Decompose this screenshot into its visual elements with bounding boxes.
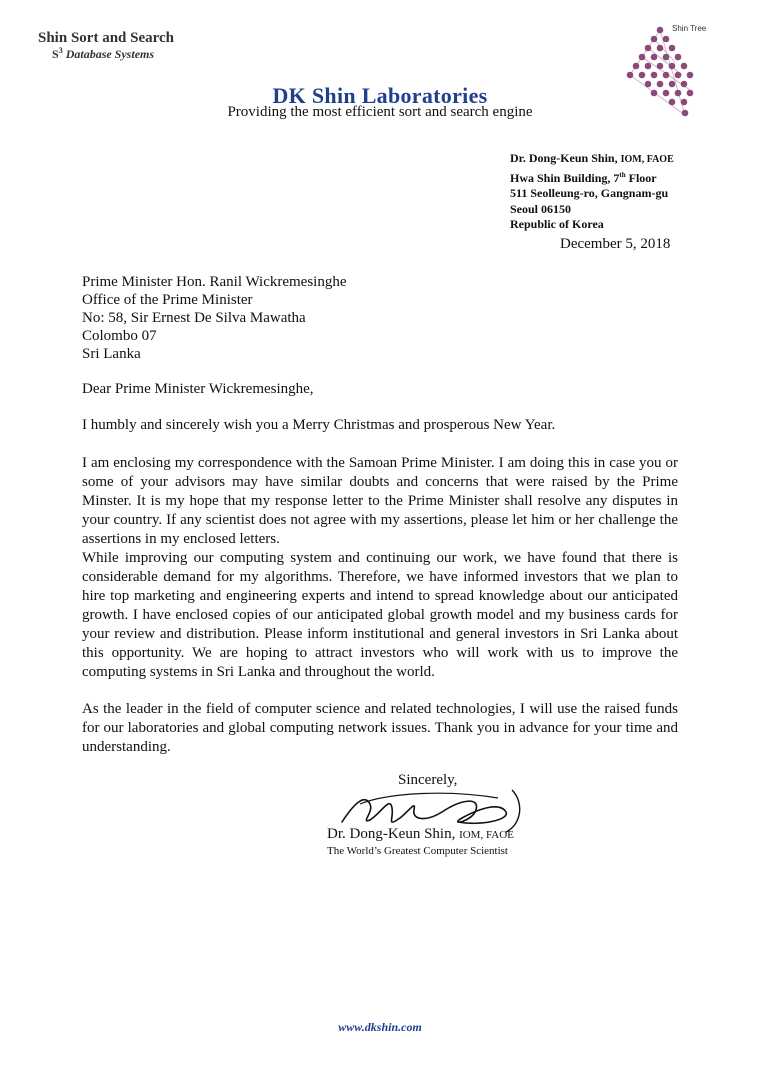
logo-dot	[657, 45, 664, 52]
brand-subtitle	[52, 46, 154, 62]
brand-db: Database Systems	[65, 47, 155, 61]
logo-dot	[681, 63, 688, 70]
recipient-address	[82, 273, 347, 363]
logo-dot	[681, 99, 688, 106]
signer-credentials: IOM, FAOE	[459, 829, 514, 841]
sender-name: Dr. Dong-Keun Shin,	[510, 151, 618, 165]
logo-dot	[639, 72, 646, 79]
recipient-line: Colombo 07	[82, 328, 157, 344]
sender-building-sup: th	[619, 170, 626, 179]
signer-title: The World’s Greatest Computer Scientist	[327, 845, 508, 857]
logo-dot	[657, 81, 664, 88]
logo-dot	[663, 54, 670, 61]
recipient-line: Sri Lanka	[82, 346, 141, 362]
logo-dot	[651, 90, 658, 97]
paragraph-growth: While improving our computing system and continuing our work, we have found that there is considerable demand for my algorithms. Therefore, we have informed investors that we plan to hire top marketing and engineering experts and intend to spread knowledge about our anticipated growth. I have enclosed copies of our anticipated global growth model and my business cards for your review and distribution. Please inform institutional and general investors in Sri Lanka about this opportunity. We are hoping to attract investors who will work with us to improve the computing systems in Sri Lanka and throughout the world.	[82, 550, 678, 680]
sender-country: Republic of Korea	[510, 217, 604, 231]
brand-s: S	[52, 47, 59, 61]
logo-dot	[675, 90, 682, 97]
recipient-line: Prime Minister Hon. Ranil Wickremesinghe	[82, 274, 347, 290]
sender-address	[510, 151, 674, 233]
logo-dot	[651, 54, 658, 61]
paragraph-correspondence: I am enclosing my correspondence with the Samoan Prime Minister. I am doing this in case you or some of your advisors may have similar doubts and concerns that were raised by the Prime Minster. It is my hope that my response letter to the Prime Minister shall resolve any disputes in your country. If any scientist does not agree with my assertions, please let him or her challenge the assertions in my enclosed letters.	[82, 455, 678, 547]
logo-dot	[657, 63, 664, 70]
salutation: Dear Prime Minister Wickremesinghe,	[82, 381, 314, 397]
sender-building: Hwa Shin Building, 7	[510, 170, 620, 185]
sender-city: Seoul 06150	[510, 201, 572, 216]
logo-dot	[645, 63, 652, 70]
logo-dot	[627, 72, 634, 79]
logo-dot	[633, 63, 640, 70]
logo-dot	[669, 81, 676, 88]
logo-dot	[675, 72, 682, 79]
logo-dot	[645, 81, 652, 88]
sender-credentials: IOM, FAOE	[620, 154, 674, 165]
logo-dot	[651, 72, 658, 79]
logo-dot	[663, 72, 670, 79]
closing-text: Sincerely,	[398, 772, 458, 788]
logo-dot	[682, 110, 689, 117]
logo-dot	[657, 27, 664, 34]
brand-exponent: 3	[58, 46, 63, 55]
lab-tagline: Providing the most efficient sort and search engine	[227, 104, 533, 120]
sender-building-line	[510, 168, 674, 187]
logo-dot	[645, 45, 652, 52]
logo-dot	[639, 54, 646, 61]
logo-dot	[663, 90, 670, 97]
sender-street: 511 Seolleung-ro, Gangnam-gu	[510, 186, 669, 200]
signer-name: Dr. Dong-Keun Shin,	[327, 826, 456, 842]
logo-dot	[651, 36, 658, 43]
logo-dot	[669, 45, 676, 52]
logo-dot	[669, 63, 676, 70]
logo-dot	[663, 36, 670, 43]
recipient-line: No: 58, Sir Ernest De Silva Mawatha	[82, 310, 306, 326]
paragraph-greeting: I humbly and sincerely wish you a Merry Christmas and prosperous New Year.	[82, 417, 556, 433]
sender-name-line	[510, 151, 674, 168]
shin-tree-logo	[620, 20, 730, 120]
logo-dot	[669, 99, 676, 106]
logo-dot	[675, 54, 682, 61]
lab-title: DK Shin Laboratories	[272, 83, 488, 108]
logo-dot	[687, 90, 694, 97]
logo-dot	[681, 81, 688, 88]
logo-label: Shin Tree	[672, 24, 707, 33]
logo-dot	[687, 72, 694, 79]
brand-name: Shin Sort and Search	[38, 30, 175, 46]
paragraph-closing: As the leader in the field of computer science and related technologies, I will use the raised funds for our laboratories and global computing network issues. Thank you in advance for your time and understanding.	[82, 701, 678, 755]
website-link[interactable]: www.dkshin.com	[338, 1020, 422, 1034]
signer-name-line	[327, 826, 514, 843]
letter-date: December 5, 2018	[560, 236, 671, 252]
recipient-line: Office of the Prime Minister	[82, 292, 253, 308]
sender-floor: Floor	[628, 170, 657, 185]
